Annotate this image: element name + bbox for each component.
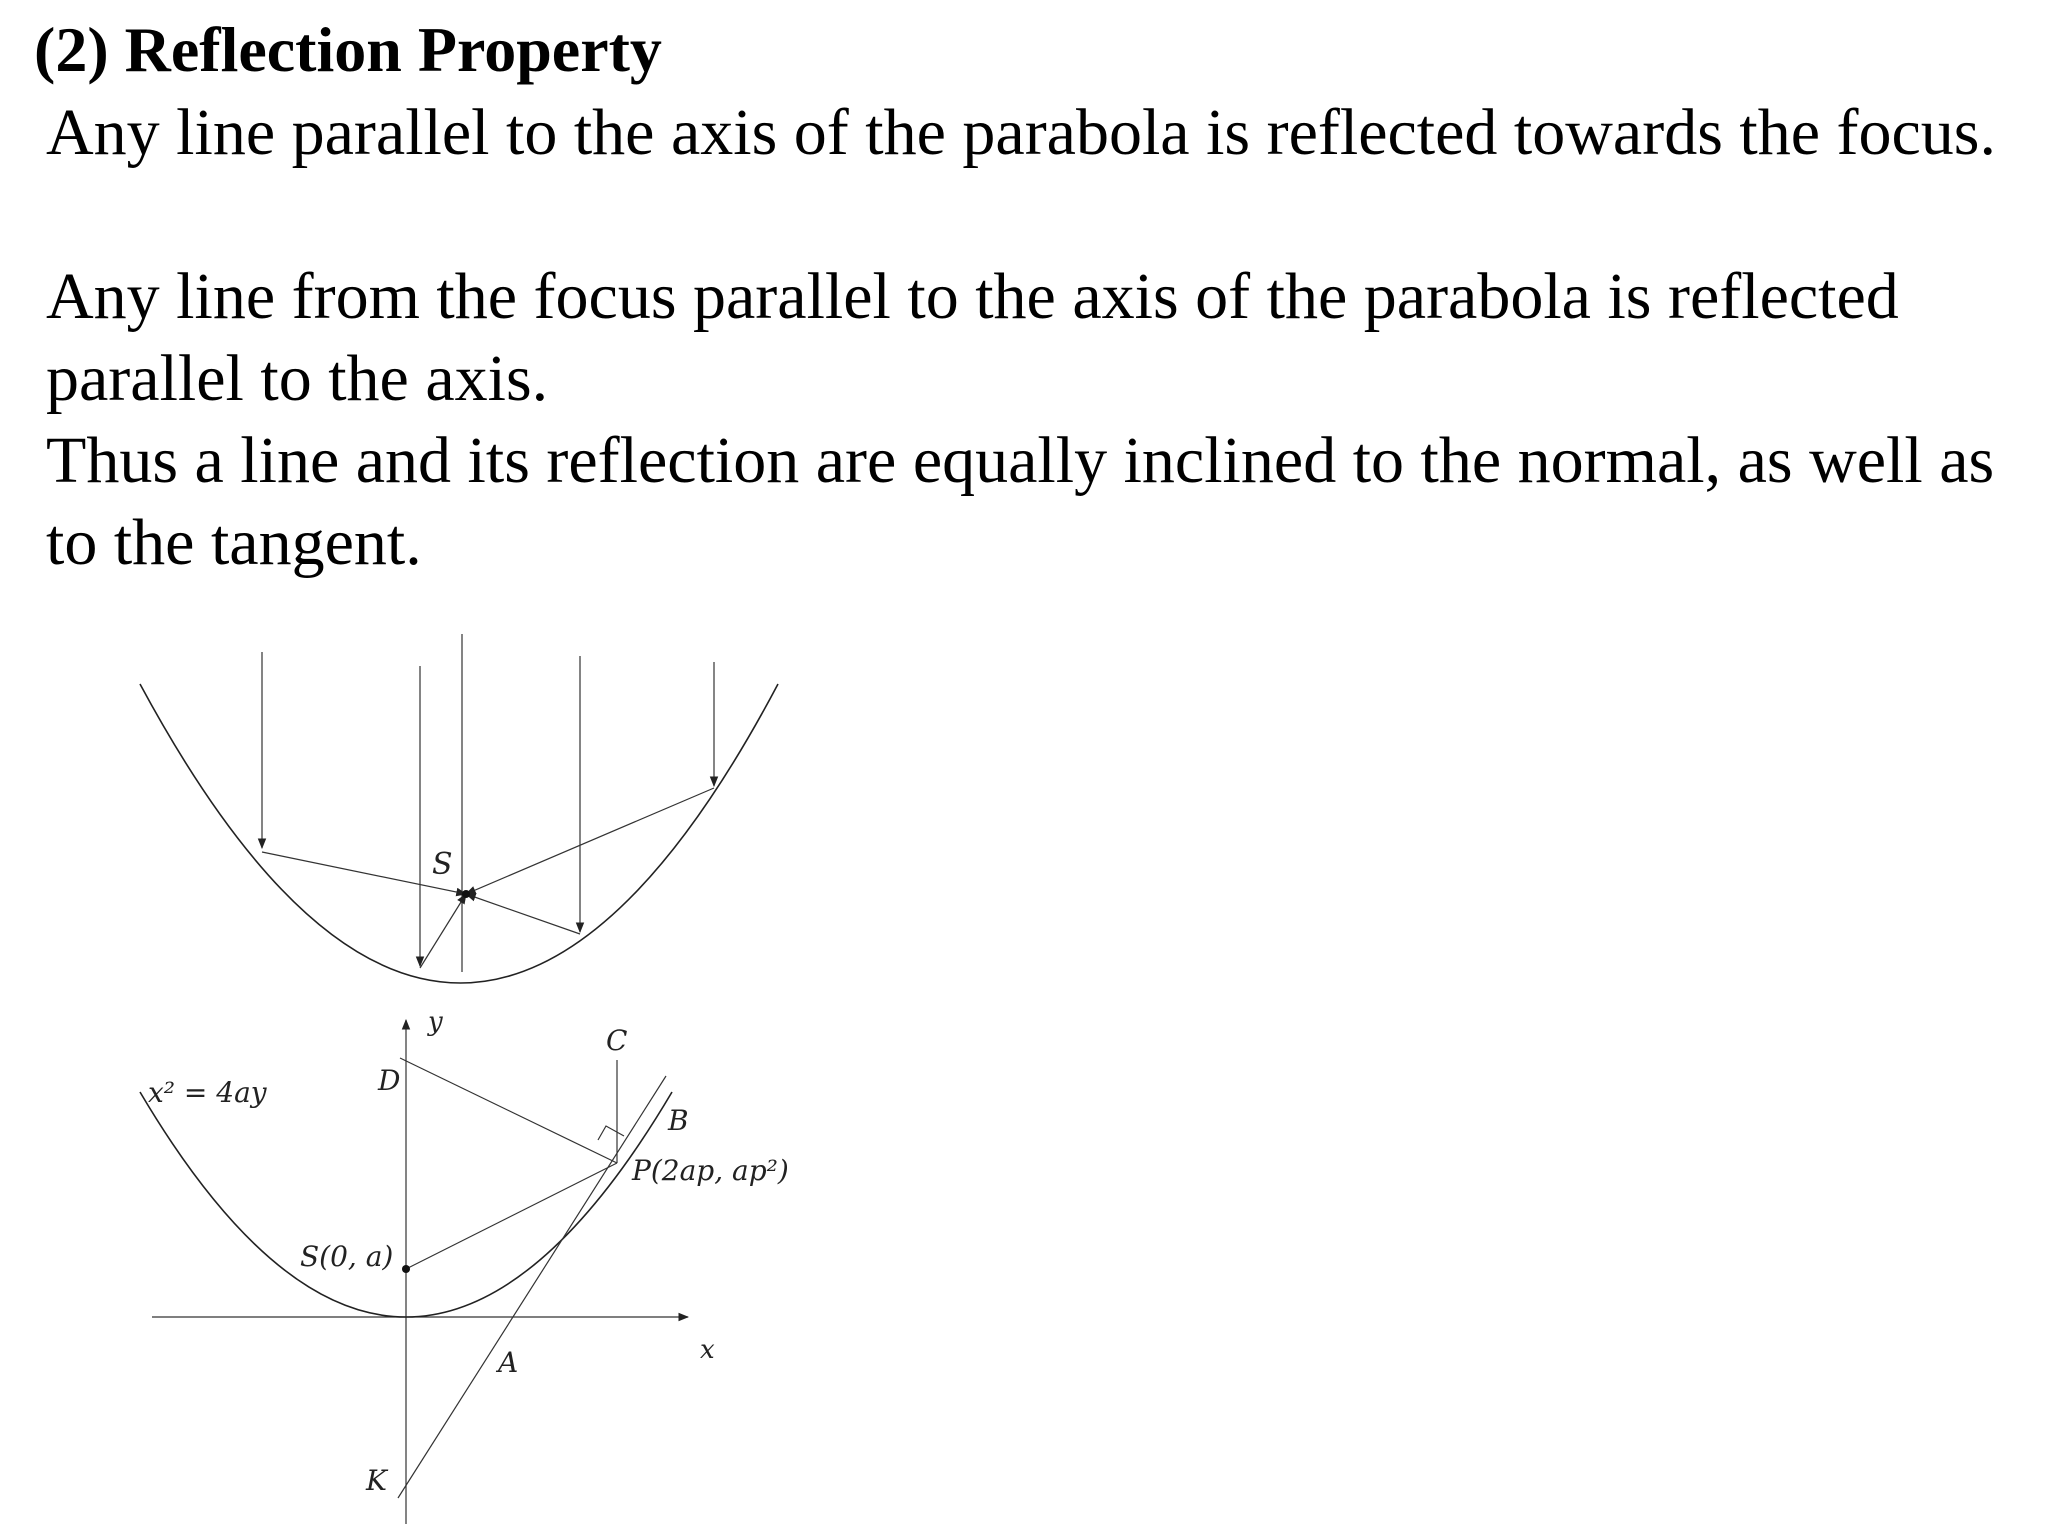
paragraph-equal-inclination: Thus a line and its reflection are equally inclined to the normal, as well as to the tangent.	[46, 424, 1995, 579]
normal-line	[400, 1058, 617, 1163]
tangent-line	[398, 1076, 666, 1498]
label-p: P(2ap, ap²)	[632, 1154, 789, 1187]
x-axis-label: x	[700, 1335, 715, 1365]
curve-label: x² = 4ay	[148, 1076, 267, 1109]
label-a: A	[498, 1346, 519, 1379]
paragraph-reflection-from-focus: Any line from the focus parallel to the axis of the parabola is reflected parallel to the axis.	[46, 260, 1899, 415]
y-axis-label: y	[428, 1007, 443, 1037]
focus-point-s	[402, 1265, 410, 1273]
label-k: K	[366, 1464, 387, 1497]
section-heading: (2) Reflection Property	[34, 14, 662, 85]
right-angle-marker	[598, 1126, 624, 1140]
label-d: D	[378, 1064, 401, 1097]
focal-line	[406, 1163, 617, 1269]
paragraph-reflection-towards-focus: Any line parallel to the axis of the parabola is reflected towards the focus.	[46, 96, 1996, 169]
label-c: C	[606, 1024, 628, 1057]
label-b: B	[668, 1104, 689, 1137]
focus-label: S	[432, 847, 453, 882]
label-s: S(0, a)	[300, 1240, 394, 1273]
